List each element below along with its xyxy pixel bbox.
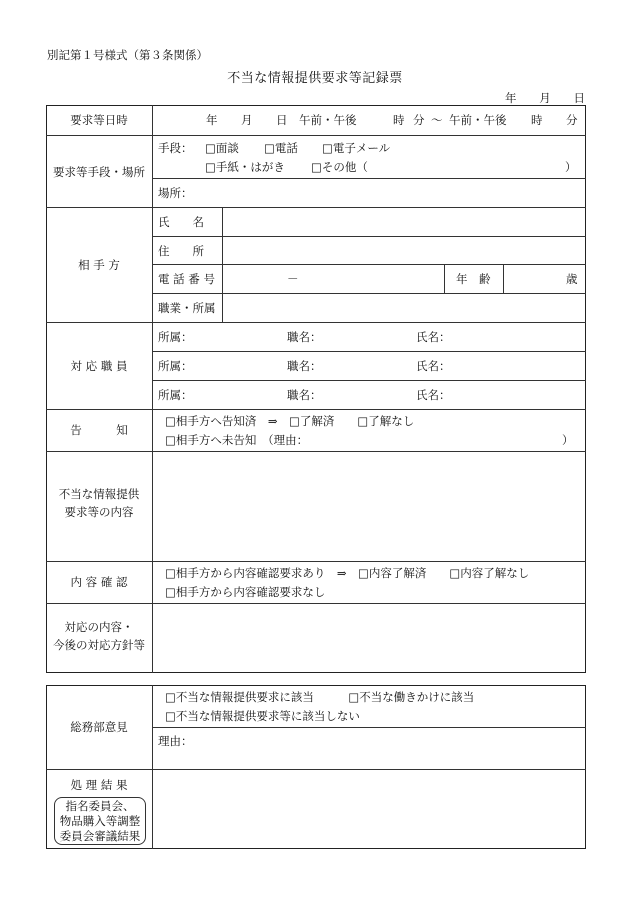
staff-affiliation-label: 所属：: [158, 330, 193, 344]
party-subcolumn-divider: [222, 207, 223, 322]
option-phone[interactable]: □電話: [264, 141, 298, 155]
age-divider: [444, 264, 445, 293]
datetime-month: 月: [241, 113, 253, 127]
age-divider: [503, 264, 504, 293]
datetime-day: 日: [276, 113, 288, 127]
party-label: 相 手 方: [78, 258, 120, 272]
label-column-divider: [152, 685, 153, 849]
place-label: 場所：: [158, 186, 193, 200]
form-reference: 別記第１号様式（第３条関係）: [47, 48, 208, 62]
row-divider: [46, 135, 586, 136]
document-date: [505, 90, 585, 106]
datetime-ampm-end: 午前・午後: [449, 113, 507, 127]
notice-close-paren: ）: [562, 433, 574, 447]
row-divider: [46, 207, 586, 208]
staff-affiliation-label: 所属：: [158, 388, 193, 402]
staff-post-label: 職名：: [287, 359, 322, 373]
datetime-min-start: 分: [413, 113, 425, 127]
datetime-hour-end: 時: [531, 113, 543, 127]
means-label: 手段：: [158, 141, 193, 155]
response-label-line2: 今後の対応方針等: [53, 637, 145, 652]
content-label-line1: 不当な情報提供: [58, 487, 140, 501]
confirm-line-requested[interactable]: □相手方から内容確認要求あり ⇒ □内容了解済 □内容了解なし: [165, 566, 530, 580]
content-label-line2: 要求等の内容: [64, 504, 134, 519]
option-letter[interactable]: □手紙・はがき: [205, 160, 285, 174]
date-year-unit: 年: [505, 91, 517, 105]
staff-affiliation-label: 所属：: [158, 359, 193, 373]
phone-dash: －: [287, 272, 299, 286]
reason-label: 理由：: [158, 734, 193, 748]
content-label: [46, 486, 152, 522]
staff-name-label: 氏名：: [416, 330, 451, 344]
bracket-line1: 指名委員会、: [65, 799, 135, 813]
party-job-label: 職業・所属: [158, 301, 216, 315]
bracket-line3: 委員会審議結果: [59, 829, 141, 843]
option-email[interactable]: □電子メール: [322, 141, 391, 155]
notice-label: 告 知: [70, 423, 128, 437]
row-divider: [152, 380, 586, 381]
party-phone-label: 電 話 番 号: [158, 272, 215, 286]
age-unit: 歳: [566, 272, 578, 286]
datetime-label: 要求等日時: [70, 113, 128, 127]
date-day-unit: 日: [573, 91, 585, 105]
bracket-line2: 物品購入等調整: [59, 814, 141, 828]
row-divider: [46, 561, 586, 562]
row-divider: [152, 351, 586, 352]
row-divider: [152, 264, 586, 265]
response-label-line1: 対応の内容・: [64, 620, 134, 634]
staff-post-label: 職名：: [287, 388, 322, 402]
datetime-ampm-start: 午前・午後: [299, 113, 357, 127]
confirm-line-not-requested[interactable]: □相手方から内容確認要求なし: [165, 585, 326, 599]
date-month-unit: 月: [539, 91, 551, 105]
datetime-hour-start: 時: [393, 113, 405, 127]
row-divider: [46, 603, 586, 604]
row-divider: [152, 236, 586, 237]
staff-name-label: 氏名：: [416, 388, 451, 402]
staff-label: 対 応 職 員: [70, 359, 128, 373]
party-name-label: 氏 名: [158, 215, 204, 229]
staff-post-label: 職名：: [287, 330, 322, 344]
option-face-to-face[interactable]: □面談: [205, 141, 239, 155]
other-close-paren: ）: [565, 160, 577, 174]
result-label: 処 理 結 果: [70, 778, 128, 792]
datetime-tilde: ～: [431, 113, 443, 127]
row-divider: [46, 322, 586, 323]
staff-name-label: 氏名：: [416, 359, 451, 373]
notice-line-informed[interactable]: □相手方へ告知済 ⇒ □了解済 □了解なし: [165, 414, 415, 428]
general-affairs-label: 総務部意見: [70, 720, 128, 734]
row-divider: [46, 451, 586, 452]
opinion-line-applicable[interactable]: □不当な情報提供要求に該当 □不当な働きかけに該当: [165, 690, 475, 704]
notice-line-not-informed[interactable]: □相手方へ未告知 （理由：: [165, 433, 309, 447]
method-place-label: 要求等手段・場所: [53, 165, 145, 179]
row-divider: [46, 409, 586, 410]
row-divider: [46, 769, 586, 770]
page-title: 不当な情報提供要求等記録票: [227, 71, 403, 86]
row-divider: [152, 727, 586, 728]
label-column-divider: [152, 105, 153, 673]
row-divider: [152, 293, 586, 294]
response-label: [46, 619, 152, 655]
confirm-label: 内 容 確 認: [70, 575, 128, 589]
party-address-label: 住 所: [158, 244, 204, 258]
datetime-year: 年: [206, 113, 218, 127]
opinion-line-not-applicable[interactable]: □不当な情報提供要求等に該当しない: [165, 709, 360, 723]
committee-result-bracket: [54, 797, 146, 845]
datetime-min-end: 分: [566, 113, 578, 127]
option-other[interactable]: □その他（: [311, 160, 368, 174]
row-divider: [152, 178, 586, 179]
age-label: 年 齢: [456, 272, 491, 286]
